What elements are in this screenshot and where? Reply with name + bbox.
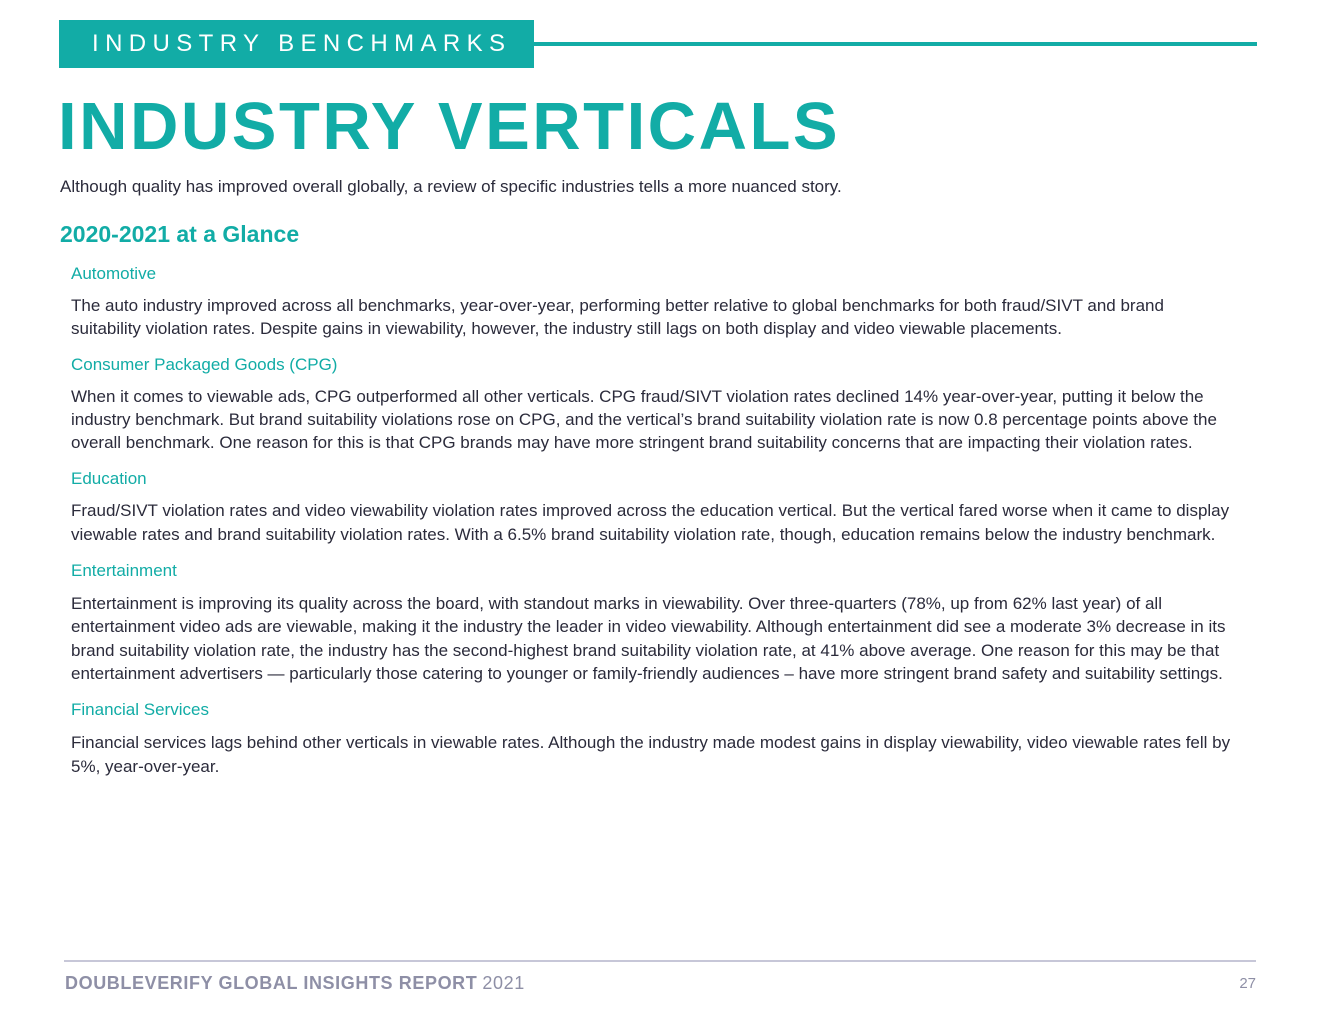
footer-year: 2021 (482, 973, 525, 993)
section-label: INDUSTRY BENCHMARKS (92, 30, 512, 57)
intro-text: Although quality has improved overall globally, a review of specific industries tells a more nuanced story. (60, 177, 842, 196)
footer-report-title (65, 973, 525, 994)
vertical-cpg (71, 354, 1236, 455)
vertical-description: Financial services lags behind other verticals in viewable rates. Although the industry made modest gains in display viewability, video viewable rates fell by 5%, year-over-year. (71, 733, 1231, 776)
vertical-name: Financial Services (71, 700, 209, 720)
section-label-banner (59, 20, 534, 68)
vertical-automotive (71, 263, 1236, 341)
vertical-name: Consumer Packaged Goods (CPG) (71, 354, 338, 374)
verticals-list (71, 263, 1236, 778)
vertical-description: Fraud/SIVT violation rates and video viewability violation rates improved across the education vertical. But the vertical fared worse when it came to display viewable rates and brand suitability violation rates. With a 6.5% brand suitability violation rate, though, education remains below the industry benchmark. (71, 501, 1230, 544)
page-number: 27 (1239, 975, 1256, 992)
footer-divider (64, 960, 1256, 962)
vertical-education (71, 468, 1236, 546)
vertical-financial-services (71, 699, 1236, 778)
header-divider (534, 42, 1257, 46)
footer-brand: DOUBLEVERIFY GLOBAL INSIGHTS REPORT (65, 973, 478, 993)
page-title: INDUSTRY VERTICALS (58, 89, 841, 164)
glance-heading: 2020-2021 at a Glance (60, 221, 300, 247)
vertical-name: Automotive (71, 264, 157, 283)
vertical-entertainment (71, 560, 1236, 685)
vertical-description: When it comes to viewable ads, CPG outperformed all other verticals. CPG fraud/SIVT violation rates declined 14% year-over-year, putting it below the industry benchmark. But brand suitability violations rose on CPG, and the vertical’s brand suitability violation rate is now 0.8 percentage points above the overall benchmark. One reason for this is that CPG brands may have more stringent brand suitability concerns that are impacting their violation rates. (71, 386, 1217, 453)
vertical-name: Entertainment (71, 561, 177, 581)
vertical-description: The auto industry improved across all benchmarks, year-over-year, performing better relative to global benchmarks for both fraud/SIVT and brand suitability violation rates. Despite gains in viewability, however, the industry still lags on both display and video viewable placements. (71, 296, 1164, 339)
vertical-name: Education (71, 469, 147, 489)
vertical-description: Entertainment is improving its quality across the board, with standout marks in viewability. Over three-quarters (78%, up from 62% last year) of all entertainment video ads are viewable, making it the industry the leader in video viewability. Although entertainment did see a moderate 3% decrease in its brand suitability violation rate, the industry has the second-highest brand suitability violation rate, at 41% above average. One reason for this may be that entertainment advertisers — particularly those catering to younger or family-friendly audiences – have more stringent brand safety and suitability settings. (71, 594, 1226, 683)
